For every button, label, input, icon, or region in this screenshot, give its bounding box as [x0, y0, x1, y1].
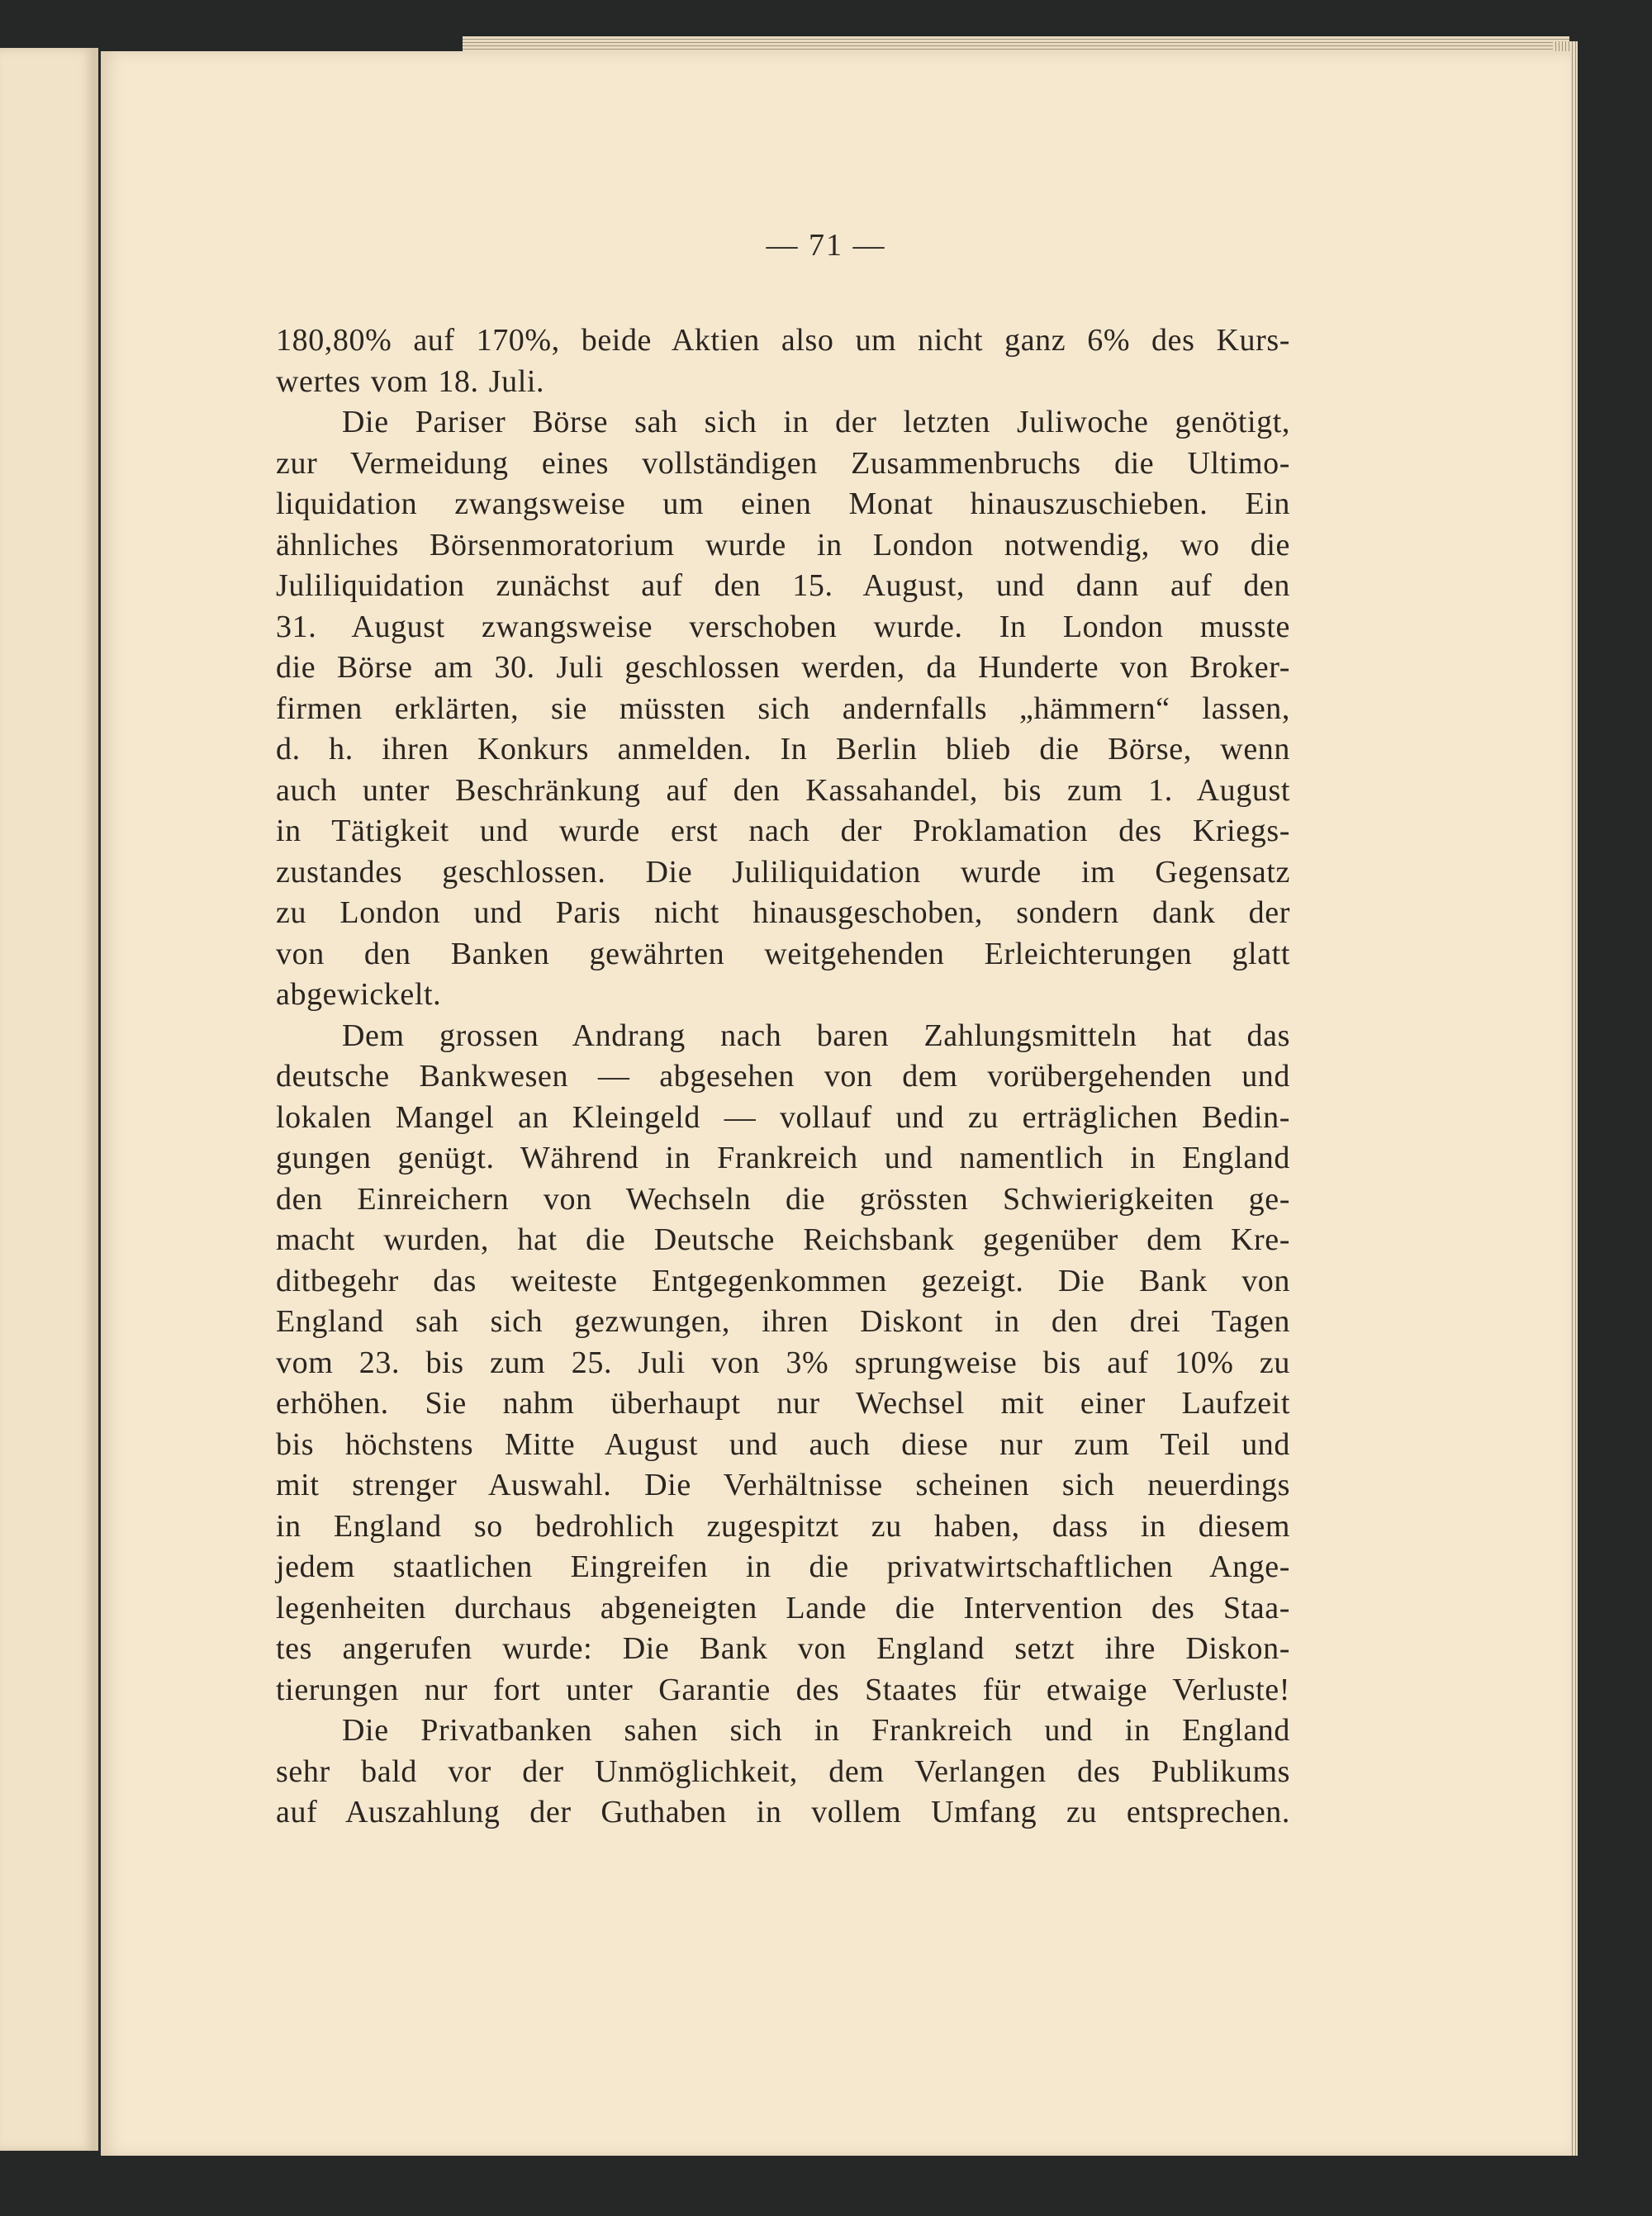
text-line: von den Banken gewährten weitgehenden Erleichterungen glatt — [276, 936, 1290, 971]
text-line: ditbegehr das weiteste Entgegenkommen gezeigt. Die Bank von — [276, 1263, 1290, 1298]
page-number: — 71 — — [766, 228, 886, 263]
text-line: wertes vom 18. Juli. — [276, 363, 545, 399]
text-line: deutsche Bankwesen — abgesehen von dem vorübergehenden und — [276, 1059, 1290, 1094]
text-line: firmen erklärten, sie müssten sich andernfalls „hämmern“ lassen, — [276, 690, 1290, 726]
text-line: zustandes geschlossen. Die Juliliquidation wurde im Gegensatz — [276, 854, 1290, 890]
page-stack-top-edge — [463, 36, 1569, 53]
text-line: d. h. ihren Konkurs anmelden. In Berlin blieb die Börse, wenn — [276, 732, 1290, 766]
text-line: bis höchstens Mitte August und auch diese nur zum Teil und — [276, 1426, 1290, 1462]
text-line: gungen genügt. Während in Frankreich und namentlich in England — [276, 1141, 1290, 1175]
text-line: 31. August zwangsweise verschoben wurde. In London musste — [276, 609, 1290, 644]
text-line: 180,80% auf 170%, beide Aktien also um nicht ganz 6% des Kurs- — [276, 323, 1290, 358]
text-line: tes angerufen wurde: Die Bank von England setzt ihre Diskon- — [276, 1631, 1290, 1666]
text-line: macht wurden, hat die Deutsche Reichsbank gegenüber dem Kre- — [276, 1222, 1290, 1257]
text-line: zu London und Paris nicht hinausgeschoben, sondern dank der — [276, 895, 1290, 930]
text-line: den Einreichern von Wechseln die grössten Schwierigkeiten ge- — [276, 1181, 1290, 1217]
text-line: ähnliches Börsenmoratorium wurde in London notwendig, wo die — [276, 527, 1290, 562]
text-line: tierungen nur fort unter Garantie des Staates für etwaige Verluste! — [276, 1672, 1290, 1707]
text-line: mit strenger Auswahl. Die Verhältnisse scheinen sich neuerdings — [276, 1468, 1290, 1502]
text-line: Juliliquidation zunächst auf den 15. August, und dann auf den — [276, 568, 1290, 603]
text-line: Dem grossen Andrang nach baren Zahlungsmitteln hat das — [342, 1018, 1290, 1053]
text-line: England sah sich gezwungen, ihren Diskont in den drei Tagen — [276, 1304, 1290, 1339]
text-line: in Tätigkeit und wurde erst nach der Proklamation des Kriegs- — [276, 814, 1290, 848]
text-line: sehr bald vor der Unmöglichkeit, dem Verlangen des Publikums — [276, 1753, 1290, 1789]
text-line: auf Auszahlung der Guthaben in vollem Umfang zu entsprechen. — [276, 1795, 1290, 1829]
body-text — [276, 320, 1290, 1834]
text-line: legenheiten durchaus abgeneigten Lande die Intervention des Staa- — [276, 1590, 1290, 1625]
text-line: lokalen Mangel an Kleingeld — vollauf und zu erträglichen Bedin- — [276, 1099, 1290, 1135]
text-line: abgewickelt. — [276, 977, 442, 1012]
text-line: die Börse am 30. Juli geschlossen werden, da Hunderte von Broker- — [276, 650, 1290, 685]
text-line: auch unter Beschränkung auf den Kassahandel, bis zum 1. August — [276, 772, 1290, 808]
text-line: Die Privatbanken sahen sich in Frankreich und in England — [342, 1713, 1290, 1748]
text-line: zur Vermeidung eines vollständigen Zusammenbruchs die Ultimo- — [276, 445, 1290, 481]
text-line: vom 23. bis zum 25. Juli von 3% sprungweise bis auf 10% zu — [276, 1345, 1290, 1380]
text-line: jedem staatlichen Eingreifen in die privatwirtschaftlichen Ange- — [276, 1549, 1290, 1584]
text-line: Die Pariser Börse sah sich in der letzten Juliwoche genötigt, — [342, 405, 1290, 439]
text-line: liquidation zwangsweise um einen Monat hinauszuschieben. Ein — [276, 486, 1290, 521]
text-line: in England so bedrohlich zugespitzt zu haben, dass in diesem — [276, 1508, 1290, 1544]
text-line: erhöhen. Sie nahm überhaupt nur Wechsel mit einer Laufzeit — [276, 1386, 1290, 1421]
facing-page-edge — [0, 48, 98, 2151]
